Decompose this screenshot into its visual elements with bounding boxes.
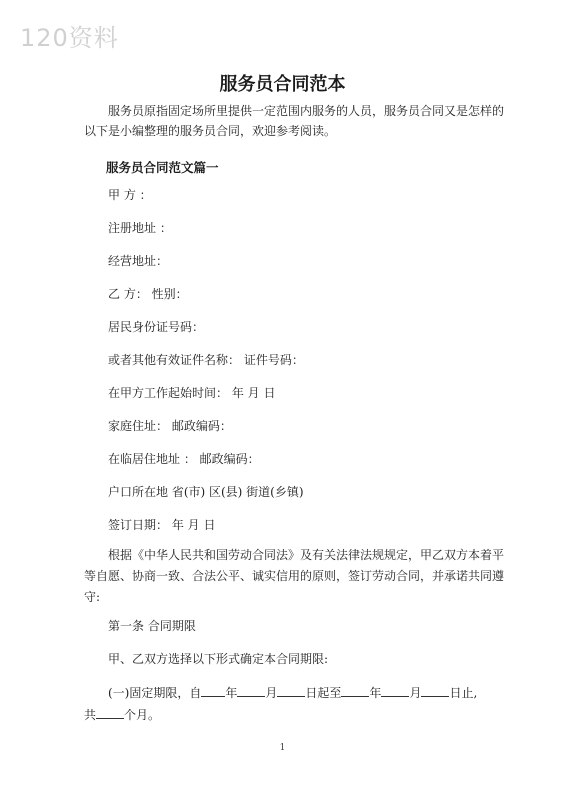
- blank-end-year: [341, 684, 369, 697]
- field-party-b: 乙 方： 性别：: [108, 287, 188, 301]
- page-number: 1: [279, 743, 286, 753]
- term-text-2: 年: [225, 686, 238, 700]
- term-text-4: 日起至: [305, 686, 342, 700]
- term-text-8: 共: [84, 708, 97, 722]
- blank-start-month: [237, 684, 265, 697]
- field-household-registration: 户口所在地 省(市) 区(县) 街道(乡镇): [108, 485, 304, 499]
- watermark: 120资料: [20, 24, 119, 52]
- article-intro: 甲、乙双方选择以下形式确定本合同期限:: [108, 652, 329, 666]
- term-text-3: 月: [265, 686, 278, 700]
- blank-start-day: [277, 684, 305, 697]
- term-text-5: 年: [369, 686, 382, 700]
- section-title: 服务员合同范文篇一: [106, 160, 219, 175]
- basis-paragraph: 根据《中华人民共和国劳动合同法》及有关法律法规规定，甲乙双方本着平等自愿、协商一致、合法公平、诚实信用的原则，签订劳动合同，并承诺共同遵守:: [84, 548, 505, 604]
- field-signing-date: 签订日期： 年 月 日: [108, 518, 216, 532]
- term-text-6: 月: [409, 686, 422, 700]
- term-text-7: 日止,: [449, 686, 478, 700]
- blank-end-month: [381, 684, 409, 697]
- field-home-address: 家庭住址： 邮政编码：: [108, 419, 232, 433]
- article-title: 第一条 合同期限: [108, 619, 196, 633]
- term-text-9: 个月。: [124, 708, 161, 722]
- blank-start-year: [201, 684, 225, 697]
- term-text-1: (一)固定期限，自: [108, 686, 202, 700]
- term-clause-line-1: [108, 684, 477, 701]
- intro-paragraph: 服务员原指固定场所里提供一定范围内服务的人员，服务员合同又是怎样的 以下是小编整理的服务员合同，欢迎参考阅读。: [84, 104, 505, 138]
- term-clause-line-2: [84, 706, 160, 723]
- field-other-id: 或者其他有效证件名称： 证件号码：: [108, 353, 304, 367]
- field-business-address: 经营地址：: [108, 254, 169, 268]
- field-start-date: 在甲方工作起始时间： 年 月 日: [108, 386, 276, 400]
- field-id-number: 居民身份证号码：: [108, 320, 205, 334]
- blank-end-day: [421, 684, 449, 697]
- blank-months: [96, 706, 124, 719]
- document-title: 服务员合同范本: [219, 74, 346, 95]
- field-registered-address: 注册地址 ：: [108, 221, 172, 235]
- field-party-a: 甲 方 ：: [108, 188, 152, 202]
- field-temp-address: 在临居住地址 ： 邮政编码：: [108, 452, 260, 466]
